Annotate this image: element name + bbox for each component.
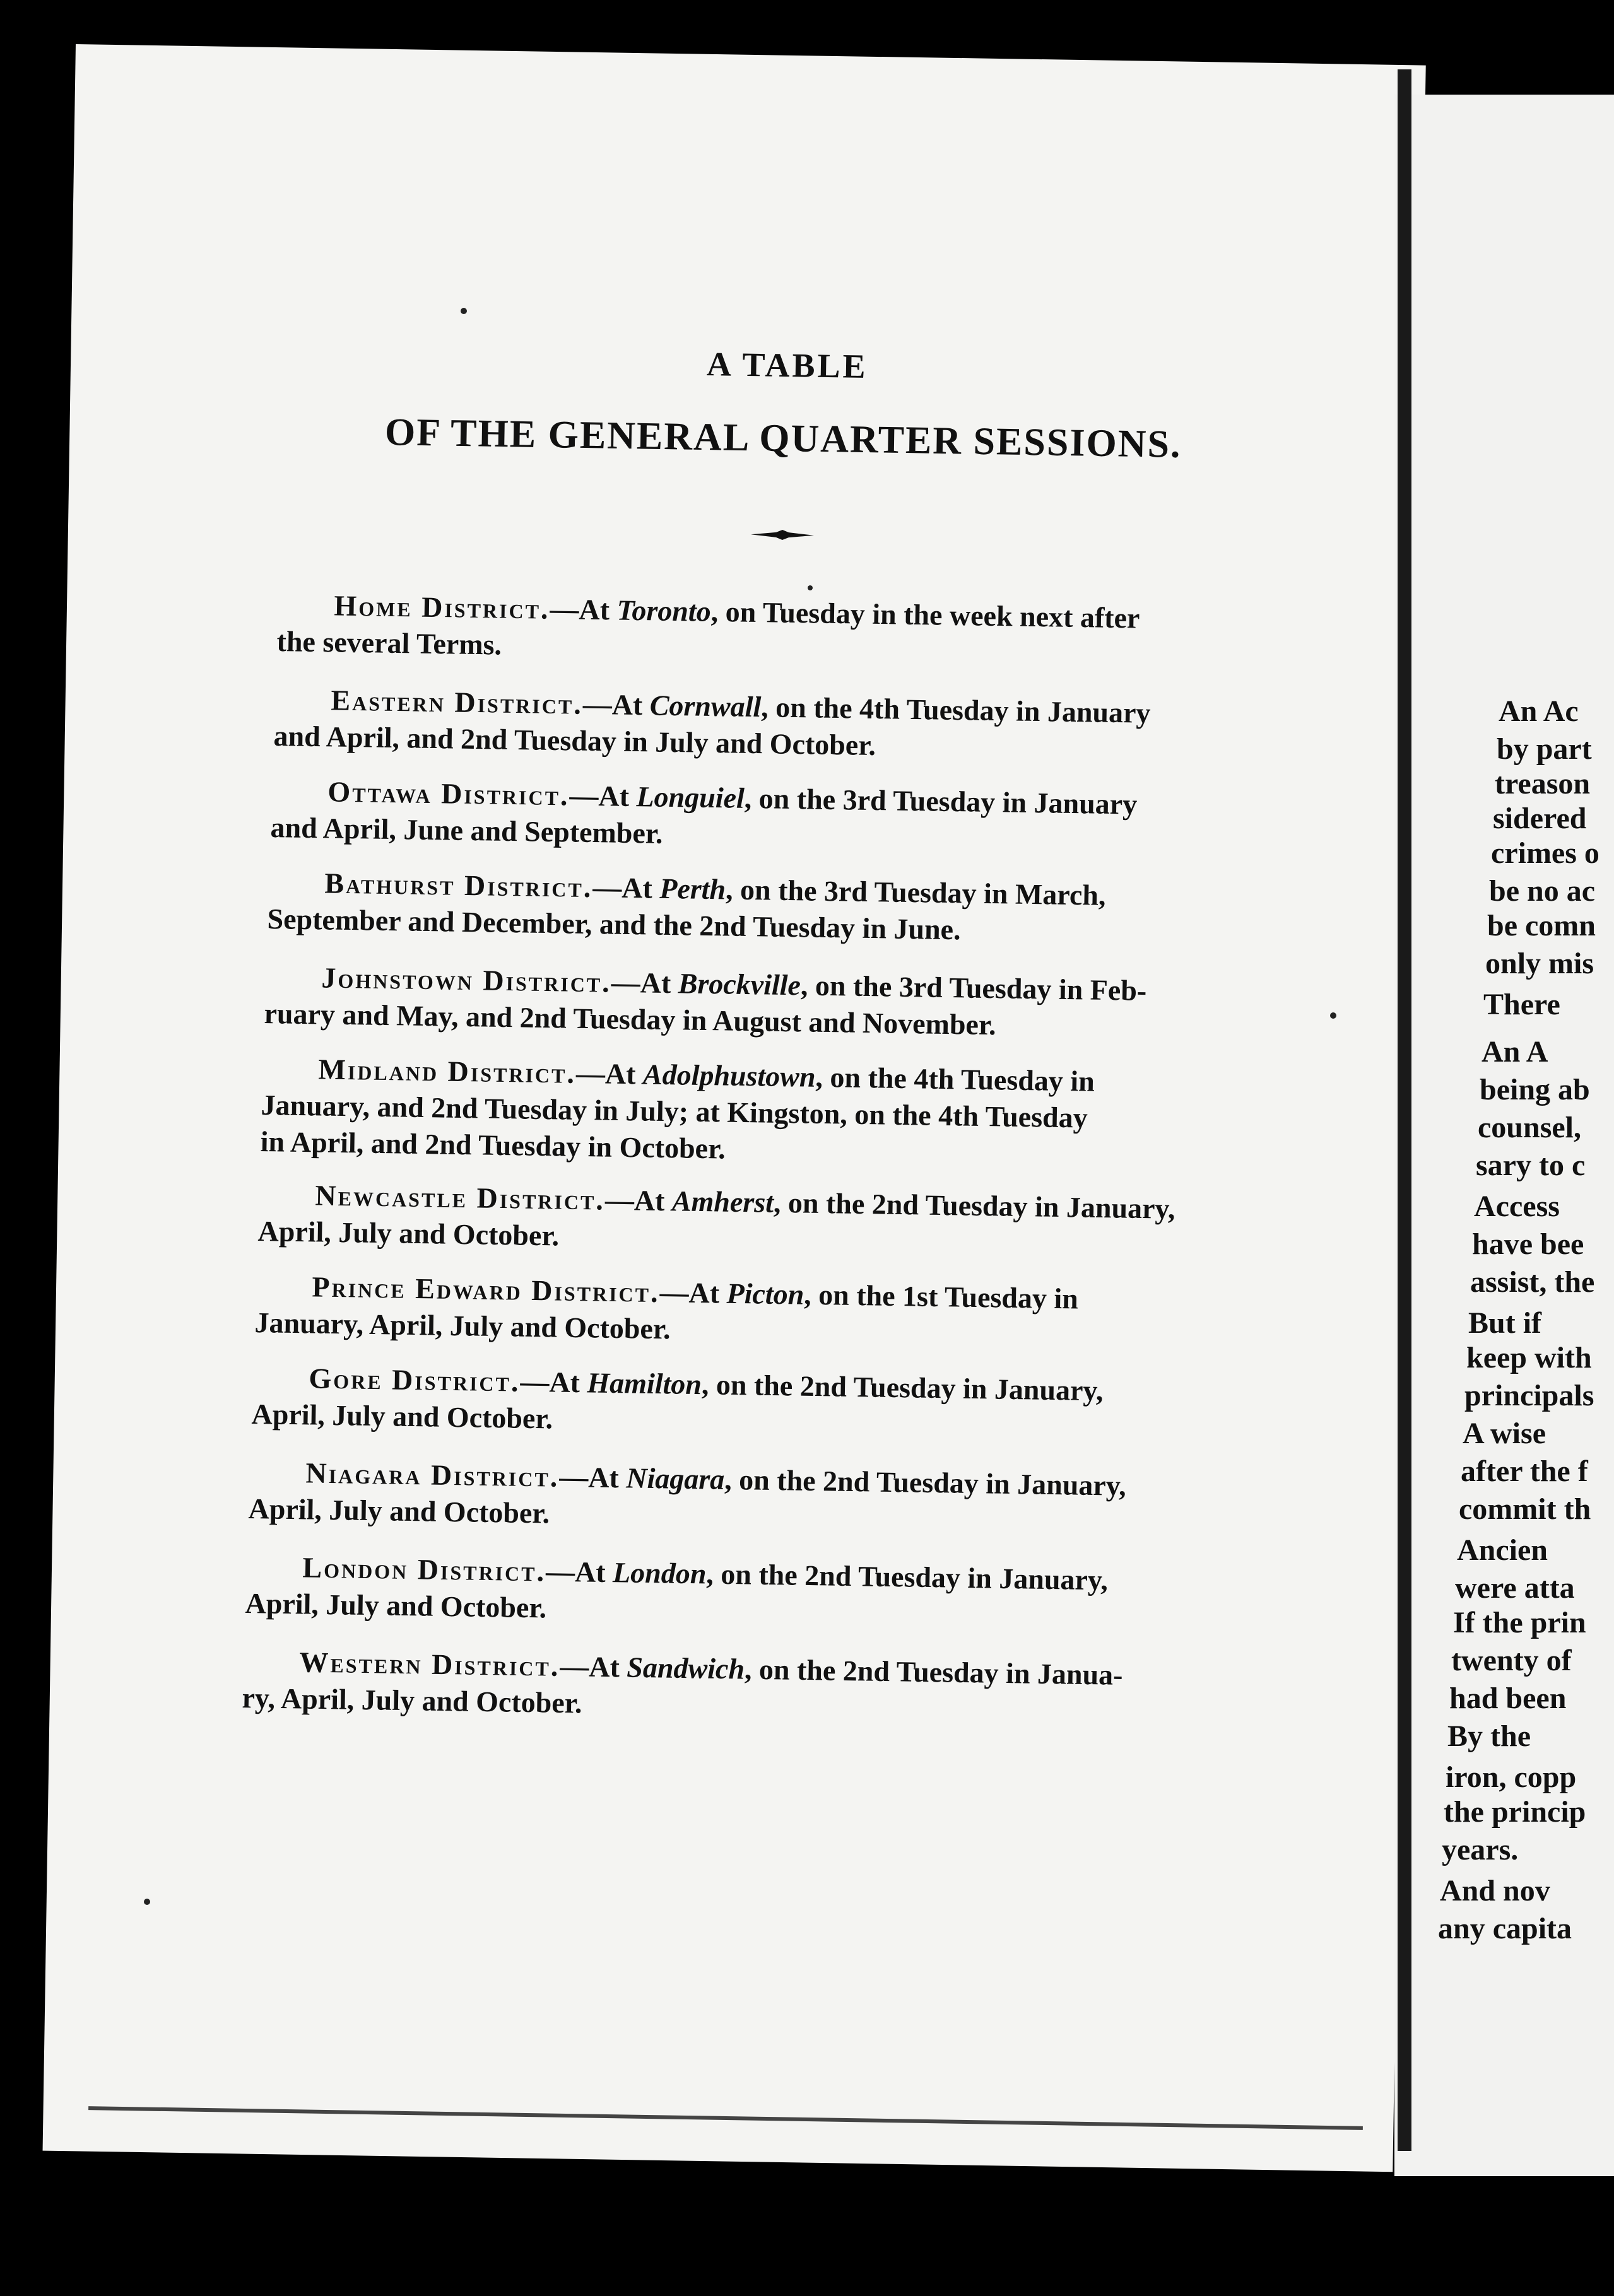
entry-lead: —At — [604, 1183, 673, 1217]
right-page-line: keep with — [1466, 1341, 1592, 1374]
ornament-icon — [751, 529, 814, 541]
entry-lead: —At — [569, 779, 637, 813]
right-page-line: If the prin — [1453, 1606, 1586, 1639]
entry-rest: , on the 4th Tuesday in January — [760, 691, 1151, 729]
speck — [808, 585, 813, 590]
right-page-line: By the — [1447, 1719, 1531, 1753]
book-spine — [1398, 69, 1411, 2151]
place-name: Toronto — [616, 594, 712, 628]
right-page-line: by part — [1497, 732, 1592, 766]
place-name: London — [612, 1556, 707, 1590]
entry-lead: —At — [592, 871, 660, 905]
right-page-line: any capita — [1438, 1912, 1572, 1945]
right-page-line: years. — [1442, 1833, 1519, 1866]
district-name: Bathurst District. — [324, 867, 593, 904]
entry-continuation: ry, April, July and October. — [242, 1681, 582, 1719]
entry-continuation: and April, June and September. — [270, 811, 663, 850]
session-entry — [260, 1050, 1271, 1176]
entry-continuation: April, July and October. — [245, 1586, 547, 1624]
right-page-line: treason — [1495, 767, 1591, 800]
entry-rest: , on the 2nd Tuesday in January, — [724, 1463, 1127, 1502]
right-page-line: An A — [1481, 1035, 1548, 1069]
district-name: Newcastle District. — [315, 1179, 606, 1216]
entry-continuation: January, April, July and October. — [254, 1306, 671, 1345]
place-name: Niagara — [625, 1461, 725, 1496]
district-name: Gore District. — [309, 1362, 521, 1398]
right-page-line: twenty of — [1451, 1644, 1572, 1677]
entry-continuation: the several Terms. — [276, 624, 502, 661]
entry-lead: —At — [659, 1276, 727, 1309]
entry-continuation: April, July and October. — [257, 1214, 560, 1252]
entry-lead: —At — [582, 688, 651, 722]
entry-rest: , on the 3rd Tuesday in March, — [725, 873, 1106, 911]
right-page-line: There — [1483, 988, 1560, 1021]
place-name: Brockville — [678, 967, 801, 1002]
entry-rest: , on Tuesday in the week next after — [710, 595, 1140, 635]
district-name: Prince Edward District. — [312, 1270, 660, 1309]
speck — [1330, 1012, 1336, 1019]
right-page-line: have bee — [1472, 1227, 1584, 1261]
right-page-line: only mis — [1485, 947, 1594, 980]
right-page-line: were atta — [1455, 1571, 1575, 1605]
right-page-line: sary to c — [1476, 1149, 1586, 1182]
district-name: Johnstown District. — [321, 961, 612, 999]
right-page-line: An Ac — [1499, 694, 1579, 728]
entry-rest: , on the 2nd Tuesday in January, — [701, 1368, 1104, 1407]
district-name: Western District. — [299, 1646, 560, 1682]
right-page-line: iron, copp — [1446, 1760, 1577, 1794]
entry-rest: , on the 3rd Tuesday in Feb- — [800, 969, 1147, 1007]
right-page-line: Access — [1474, 1190, 1560, 1223]
right-page-line: sidered — [1493, 802, 1587, 835]
right-page-line: the princip — [1444, 1795, 1586, 1829]
entry-rest: , on the 3rd Tuesday in January — [744, 782, 1138, 821]
page-title: OF THE GENERAL QUARTER SESSIONS. — [384, 411, 1182, 466]
heading-line-1: A TABLE — [706, 344, 869, 386]
entry-rest: , on the 2nd Tuesday in January, — [705, 1557, 1109, 1596]
place-name: Hamilton — [587, 1366, 702, 1401]
entry-lead: —At — [559, 1649, 627, 1684]
place-name: Cornwall — [649, 689, 762, 723]
right-page-line: crimes o — [1491, 836, 1599, 870]
entry-continuation: January, and 2nd Tuesday in July; at Kingston, on the 4th Tuesday — [261, 1088, 1088, 1134]
entry-continuation: September and December, and the 2nd Tuesday in June. — [267, 902, 962, 946]
district-name: London District. — [302, 1551, 546, 1588]
district-name: Eastern District. — [331, 684, 584, 720]
right-page-line: assist, the — [1470, 1265, 1595, 1299]
right-page-line: principals — [1464, 1379, 1594, 1412]
entry-continuation: in April, and 2nd Tuesday in October. — [260, 1125, 726, 1165]
entry-continuation: and April, and 2nd Tuesday in July and October. — [273, 719, 876, 761]
right-page-line: But if — [1468, 1306, 1542, 1340]
right-page-line: A wise — [1463, 1417, 1546, 1450]
right-page-line: after the f — [1461, 1455, 1588, 1488]
place-name: Longuiel — [636, 780, 745, 814]
right-page-line: commit th — [1459, 1492, 1591, 1526]
right-page-line: And nov — [1440, 1874, 1550, 1907]
speck — [144, 1899, 150, 1905]
entry-lead: —At — [558, 1460, 627, 1494]
entry-rest: , on the 4th Tuesday in — [815, 1060, 1095, 1098]
entry-continuation: ruary and May, and 2nd Tuesday in August and November. — [264, 997, 997, 1041]
place-name: Adolphustown — [642, 1058, 816, 1093]
district-name: Midland District. — [318, 1053, 577, 1089]
right-page-line: Ancien — [1457, 1533, 1548, 1567]
district-name: Ottawa District. — [327, 775, 570, 812]
place-name: Perth — [659, 872, 726, 906]
entry-lead: —At — [550, 592, 617, 626]
entry-rest: , on the 2nd Tuesday in January, — [773, 1186, 1175, 1225]
entry-continuation: April, July and October. — [248, 1492, 550, 1530]
entry-lead: —At — [545, 1555, 613, 1589]
entry-rest: , on the 1st Tuesday in — [803, 1278, 1079, 1315]
right-page-line: counsel, — [1478, 1111, 1582, 1144]
place-name: Amherst — [671, 1185, 774, 1219]
speck — [461, 308, 467, 314]
right-page-line: being ab — [1480, 1073, 1590, 1106]
entry-rest: , on the 2nd Tuesday in Janua- — [744, 1653, 1123, 1691]
entry-lead: —At — [575, 1057, 644, 1091]
right-page-line: had been — [1449, 1682, 1567, 1715]
district-name: Home District. — [334, 589, 550, 625]
entry-lead: —At — [520, 1365, 587, 1399]
entry-lead: —At — [611, 966, 679, 1000]
right-page-line: be comn — [1487, 909, 1596, 942]
district-name: Niagara District. — [305, 1456, 560, 1493]
entry-continuation: April, July and October. — [251, 1397, 553, 1435]
place-name: Picton — [726, 1277, 804, 1311]
right-page-line: be no ac — [1489, 874, 1595, 908]
place-name: Sandwich — [627, 1651, 745, 1685]
